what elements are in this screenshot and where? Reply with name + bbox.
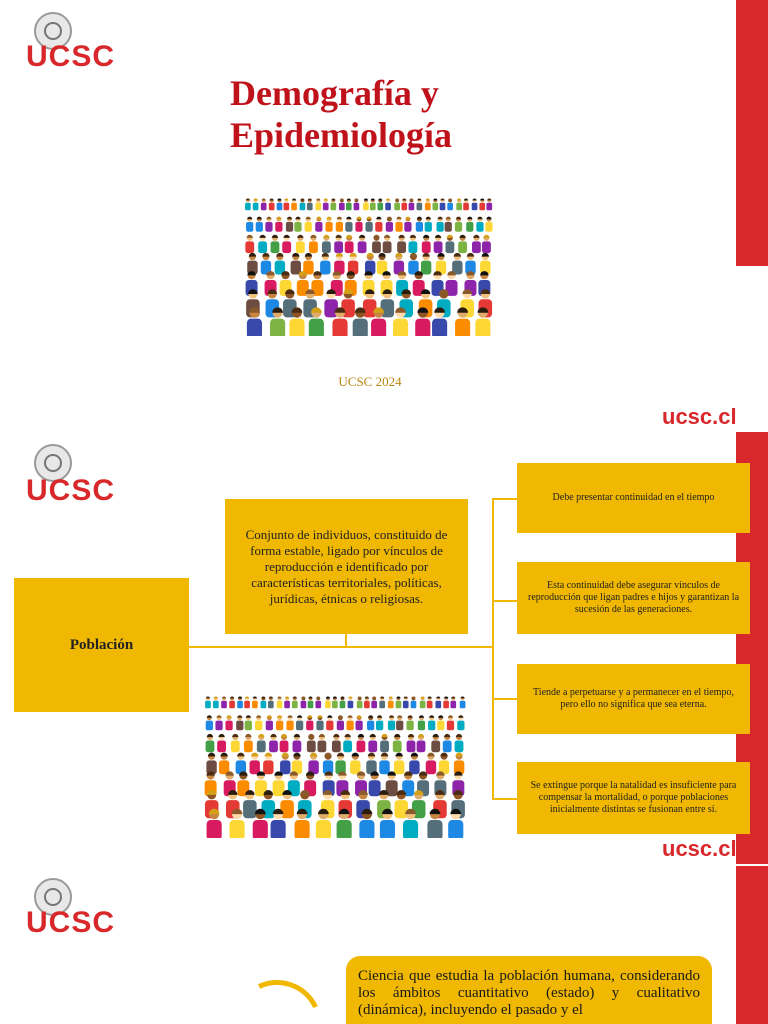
characteristic-node <box>517 463 750 533</box>
slide-title <box>0 0 768 432</box>
definition-text: Conjunto de individuos, constituido de forma estable, ligado por vínculos de reproducción e identificado por características territoriales, políticas, jurídicas, étnicas o religiosas. <box>245 526 448 606</box>
presentation-title: Demografía y Epidemiología <box>230 73 453 155</box>
characteristic-text: Esta continuidad debe asegurar vínculos de reproducción que ligan padres e hijos y garantizan la sucesión de las generaciones. <box>527 580 740 615</box>
definition-node <box>225 499 468 634</box>
crowd-illustration <box>244 190 494 336</box>
ucsc-logo: UCSC <box>26 40 116 73</box>
site-link[interactable]: ucsc.cl <box>662 404 737 429</box>
root-node-label: Población <box>69 636 134 653</box>
presentation-subtitle: UCSC 2024 <box>338 374 402 389</box>
red-accent-bar <box>736 0 768 266</box>
characteristic-node <box>517 762 750 834</box>
characteristic-node <box>517 664 750 734</box>
connector-line <box>492 698 518 700</box>
connector-line <box>492 498 518 500</box>
ucsc-logo: UCSC <box>26 474 116 507</box>
characteristic-text: Se extingue porque la natalidad es insuficiente para compensar la mortalidad, o porque poblaciones inicialmente distintas se fusionan entre sí. <box>530 780 737 815</box>
slide-demografia-definition <box>0 864 768 1024</box>
demografia-definition-text: Ciencia que estudia la población humana, considerando los ámbitos cuantitativo (estado) y cualitativo (dinámica), incluyendo el pasado y el <box>358 968 700 1018</box>
connector-line <box>345 634 347 648</box>
ucsc-logo: UCSC <box>26 906 116 939</box>
connector-line <box>492 798 518 800</box>
characteristic-node <box>517 562 750 634</box>
root-node-poblacion <box>14 578 189 712</box>
decorative-arc <box>219 967 334 1024</box>
connector-line <box>492 600 518 602</box>
site-link[interactable]: ucsc.cl <box>662 836 737 861</box>
connector-line <box>188 646 492 648</box>
slide-poblacion <box>0 432 768 864</box>
demografia-definition-box <box>346 956 712 1024</box>
characteristic-text: Tiende a perpetuarse y a permanecer en el tiempo, pero ello no significa que sea eterna. <box>533 687 734 710</box>
red-accent-bar <box>736 866 768 1024</box>
characteristic-text: Debe presentar continuidad en el tiempo <box>552 492 715 503</box>
crowd-illustration <box>204 688 466 838</box>
connector-line <box>492 498 494 800</box>
